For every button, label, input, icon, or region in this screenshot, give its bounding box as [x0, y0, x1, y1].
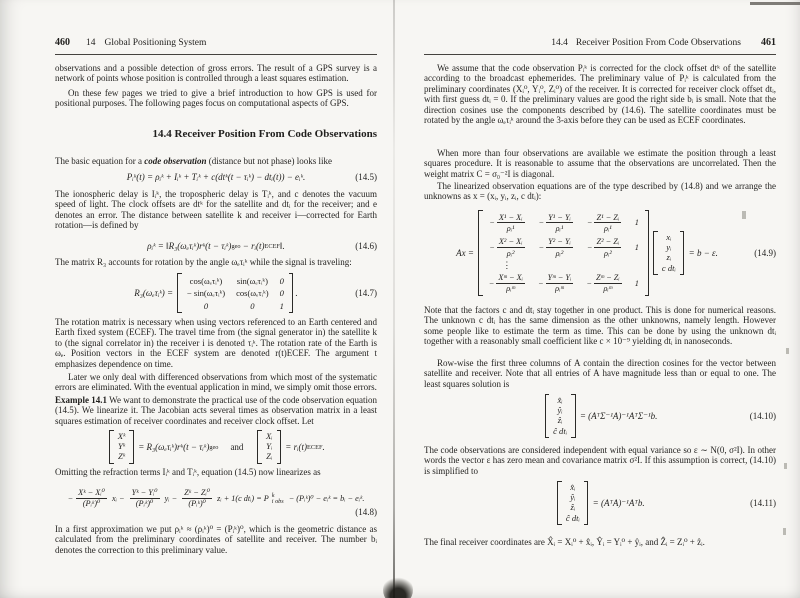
paragraph-factors: Note that the factors c and dtᵢ stay together in one product. This is done for numerical reasons. The unknown c dtᵢ has the same dimension as the other unknowns, namely length. However some people like to estimate the term as time. This can be done by using the unknown dtᵢ together with a reasonably small coefficient like c × 10⁻⁹ yielding dtᵢ in nanoseconds.: [424, 305, 776, 347]
matrix-entry: [489, 213, 524, 234]
eqlet-sub-ecef: ECEF: [307, 443, 323, 451]
section-title: Receiver Position From Code Observations: [575, 38, 741, 48]
eq-14-11-rhs: = (AᵀA)⁻¹Aᵀb.: [590, 497, 645, 508]
matrix-entry: 0: [279, 275, 284, 286]
p-obs-scripts: [272, 493, 284, 506]
equation-number-14-8: (14.8): [355, 507, 377, 517]
page-left-460: [55, 0, 377, 598]
example-label: Example 14.1: [55, 395, 108, 405]
matrix-entry: [489, 273, 525, 294]
minus-sign: −: [586, 218, 593, 228]
vector-entry: zᵢ: [666, 252, 672, 263]
minus-sign: −: [489, 243, 495, 252]
fraction-denominator: ρᵢ¹: [506, 223, 515, 233]
scan-mark-top-right: [750, 2, 800, 5]
fraction-denominator: ρᵢ²: [555, 248, 564, 258]
vector-entry: yᵢ: [666, 241, 672, 252]
fraction-denominator: ρᵢ²: [506, 248, 515, 258]
vector-entry: Xᵏ: [117, 430, 126, 441]
fraction-denominator: ρᵢᵐ: [506, 284, 516, 294]
solution-vector-simplified: [557, 481, 588, 526]
equation-14-5-body: Pᵢᵏ(t) = ρᵢᵏ + Iᵢᵏ + Tᵢᵏ + c(dtᵏ(t − τᵢᵏ) − dtᵢ(t)) − eᵢᵏ.: [126, 172, 306, 182]
eq-14-6-sub-geo: geo: [231, 242, 241, 250]
equation-number-14-10: (14.10): [749, 411, 776, 421]
receiver-vector: [257, 430, 281, 464]
satellite-vector-entries: [114, 430, 130, 464]
receiver-vector-entries: [262, 430, 277, 464]
fraction-denominator: ρᵢ¹: [555, 223, 564, 233]
equation-14-7: [55, 271, 377, 315]
paragraph-ecef: The rotation matrix is necessary when using vectors referenced to an Earth centered and Earth fixed system (ECEF). The travel time from (the signal generator in) the satellite k to (the signal correlator in) the receiver i is denoted τᵢᵏ. The rotation rate of the Earth is ωₑ. Position vectors in the ECEF system are denoted r(t)ECEF. The argument t emphasizes dependence on time.: [55, 317, 377, 369]
vector-entry: x̂ᵢ: [557, 394, 563, 405]
rotation-matrix-entries: [182, 273, 289, 313]
matrix-bracket-right: [277, 430, 282, 464]
chapter-number: 14: [86, 38, 96, 48]
paragraph-survey: observations and a possible detection of gross errors. The result of a GPS survey is a network of points whose position is controlled through a least squares estimation.: [55, 63, 377, 84]
eq-14-8-s3: zᵢ + 1(c dtᵢ) = P: [215, 493, 269, 503]
matrix-entry-one: 1: [634, 243, 639, 252]
code-observation-emphasis: code observation: [144, 156, 207, 166]
paragraph-weight-matrix: When more than four observations are available we estimate the position through a least squares procedure. It is reasonable to assume that the observations are uncorrelated. Then the weight matrix C = σ₀⁻²I is diagonal.: [424, 148, 776, 179]
vertical-dots: ⋮: [502, 259, 512, 270]
binding-seam: [393, 0, 395, 598]
right-page-number: 461: [761, 37, 776, 48]
matrix-entry: [538, 237, 572, 258]
minus-sign: −: [586, 278, 592, 288]
fraction-numerator: Z¹ − Zᵢ: [596, 212, 620, 222]
matrix-entry: 0: [250, 300, 255, 311]
fraction-numerator: Yᵐ − Yᵢ: [547, 272, 572, 282]
subscript-i-obs: i obs: [271, 498, 284, 505]
vector-entry: ẑᵢ: [557, 415, 563, 426]
vector-entry: xᵢ: [666, 231, 672, 242]
matrix-entry: [489, 237, 524, 258]
vector-entry: Yᵢ: [266, 441, 273, 452]
vector-entry: ẑᵢ: [570, 502, 576, 513]
paragraph-intro: On these few pages we tried to give a brief introduction to how GPS is used for positional purposes. The following pages focus on computational aspects of GPS.: [55, 88, 377, 109]
vector-entry: Yᵏ: [118, 441, 126, 452]
paragraph-variance: The code observations are considered independent with equal variance so ε ∼ N(0, σ²I). In other words the vector ε has zero mean and covariance matrix σ²I. If this assumption is correct, (14.10) is simplified to: [424, 445, 776, 476]
equation-14-8: [55, 479, 377, 517]
minus-sign: −: [538, 218, 545, 228]
fraction-numerator: X² − Xᵢ: [498, 237, 523, 247]
fraction-denominator: ρᵢ²: [603, 248, 612, 258]
solution-vector-entries: [562, 481, 584, 526]
unknowns-vector-entries: [658, 231, 680, 276]
left-page-number: 460: [55, 37, 70, 48]
vector-entry: Zᵏ: [118, 451, 126, 462]
matrix-entry: 0: [203, 300, 209, 311]
matrix-bracket-right: [645, 210, 650, 297]
paragraph-basic-pre: The basic equation for a: [55, 156, 145, 166]
eq-14-10-rhs: = (AᵀΣ⁻¹A)⁻¹AᵀΣ⁻¹b.: [577, 410, 658, 421]
paragraph-arrange-unknowns: The linearized observation equations are of the type described by (14.8) and we arrange the unknowns as x = (xᵢ, yᵢ, zᵢ, c dtᵢ):: [424, 181, 776, 202]
scan-tick: [742, 211, 746, 219]
paragraph-later: Later we only deal with differenced observations from which most of the systematic errors are eliminated. With the eventual application in mind, we simply omit those errors.: [55, 372, 377, 393]
eq-14-7-lhs: R₃(ωₑτᵢᵏ) =: [134, 288, 176, 298]
vector-entry: Zᵢ: [266, 451, 273, 462]
vector-entry: c dtᵢ: [661, 262, 676, 273]
eqlet-mid1: = R₃(ωₑτᵢᵏ)rᵏ(t − τᵢᵏ): [135, 442, 210, 452]
example-body: We want to demonstrate the practical use of the code observation equation (14.5). We linearize it. The Jacobian acts several times as observation matrix in a least squares estimation of receiver coordinates and receiver clock offset. Let: [55, 395, 377, 426]
matrix-bracket-right: [571, 394, 576, 439]
minus-sign: −: [538, 243, 545, 252]
fraction-y: [130, 488, 160, 509]
minus-sign: −: [489, 218, 495, 228]
paragraph-assume: We assume that the code observation Pᵢᵏ is corrected for the clock offset dtᵏ of the satellite according to the broadcast ephemerides. The preliminary value of Pᵢᵏ is calculated from the preliminary coordinates (Xᵢ⁰, Yᵢ⁰, Zᵢ⁰) of the receiver. It is corrected for receiver clock offset dtᵢ, with first guess dtᵢ = 0. If the preliminary values are good the right side bᵢ is small. Note that the direction cosines use the components described by (14.6). The satellite coordinates must be rotated by the angle ωₑτᵢᵏ around the 3-axis before they can be used as ECEF coordinates.: [424, 63, 776, 126]
eq-14-8-s2: yᵢ −: [162, 493, 180, 503]
equation-14-6: [55, 239, 377, 253]
vector-entry: ĉ dtᵢ: [553, 425, 568, 436]
minus-sign: −: [538, 278, 544, 288]
fraction-numerator: Xᵐ − Xᵢ: [498, 272, 523, 282]
fraction-denominator: ρᵢ¹: [603, 223, 612, 233]
paragraph-delays: The ionospheric delay is Iᵢᵏ, the tropospheric delay is Tᵢᵏ, and c denotes the vacuum speed of light. The clock offsets are dtᵏ for the satellite and dtᵢ for the receiver; and e denotes an error. The distance between satellite k and receiver i—corrected for Earth rotation—is defined by: [55, 189, 377, 231]
matrix-entry-one: 1: [634, 278, 639, 288]
fraction-numerator: Y² − Yᵢ: [548, 237, 571, 247]
paragraph-example: [55, 395, 377, 426]
eq-14-9-rhs: = b − ε.: [686, 248, 718, 258]
fraction-numerator: Y¹ − Yᵢ: [548, 212, 571, 222]
scan-tick: [786, 348, 789, 354]
scan-tick: [783, 528, 786, 535]
fraction-denominator: ρᵢᵐ: [555, 284, 564, 294]
matrix-entry-one: 1: [634, 218, 639, 228]
fraction-numerator: Yᵏ − Yᵢ⁰: [131, 487, 158, 497]
vector-entry: x̂ᵢ: [570, 481, 576, 492]
fraction-denominator: (Pᵢᵏ)⁰: [82, 499, 101, 508]
matrix-entry: cos(ωₑτᵢᵏ): [236, 288, 269, 298]
design-matrix-entries: [483, 210, 645, 297]
matrix-entry: sin(ωₑτᵢᵏ): [236, 275, 268, 286]
equation-number-14-7: (14.7): [355, 288, 377, 298]
unknowns-vector: [653, 231, 684, 276]
matrix-entry: [586, 273, 621, 294]
left-running-header: [55, 37, 377, 55]
matrix-entry: cos(ωₑτᵢᵏ): [189, 275, 223, 286]
eq-14-6-sub-ecef: ECEF: [264, 242, 280, 250]
minus-sign: −: [488, 278, 495, 288]
paragraph-rotation-angle: The matrix R₃ accounts for rotation by the angle ωₑτᵢᵏ while the signal is traveling:: [55, 257, 352, 267]
equation-number-14-6: (14.6): [355, 241, 377, 251]
equation-number-14-5: (14.5): [355, 172, 377, 182]
eq-14-8-row: [68, 488, 365, 509]
fraction-numerator: Zᵐ − Zᵢ: [595, 272, 620, 282]
chapter-title: Global Positioning System: [104, 38, 207, 48]
equation-14-11: [424, 479, 776, 527]
eq-14-8-s1: xᵢ −: [110, 493, 127, 503]
eqlet-and: and: [230, 442, 244, 452]
page-right-461: [424, 0, 776, 598]
paragraph-omitting: Omitting the refraction terms Iᵢᵏ and Tᵢᵏ, equation (14.5) now linearizes as: [55, 467, 321, 477]
matrix-entry: [587, 237, 621, 258]
equation-14-5: [55, 168, 377, 186]
eqlet-post: .: [322, 442, 325, 452]
right-running-header: [424, 37, 776, 55]
matrix-bracket-right: [129, 430, 134, 464]
matrix-entry: [538, 213, 572, 234]
vector-entry: ĉ dtᵢ: [565, 512, 580, 523]
matrix-entry: [587, 213, 621, 234]
eq-14-8-s4: − (Pᵢᵏ)⁰ − eᵢᵏ = bᵢ − eᵢᵏ.: [286, 494, 365, 503]
matrix-entry: − sin(ωₑτᵢᵏ): [186, 288, 226, 298]
scan-tick: [784, 463, 787, 469]
fraction-numerator: X¹ − Xᵢ: [498, 212, 523, 222]
solution-vector: [545, 394, 576, 439]
section-number: 14.4: [551, 38, 568, 48]
solution-vector-entries: [549, 394, 571, 439]
eq-14-6-post: ‖.: [279, 241, 285, 251]
fraction-x: [76, 488, 107, 509]
satellite-vector: [109, 430, 134, 464]
binding-shadow-blob: [383, 575, 413, 598]
eqlet-mid2: = rᵢ(t): [283, 442, 308, 452]
matrix-bracket-right: [289, 273, 294, 313]
eq-14-7-post: .: [295, 288, 298, 298]
vector-entry: ŷᵢ: [557, 404, 563, 415]
vector-entry: Xᵢ: [265, 430, 273, 441]
equation-number-14-11: (14.11): [750, 498, 776, 508]
design-matrix: [478, 210, 649, 297]
paragraph-final-coordinates: The final receiver coordinates are X̂ᵢ = Xᵢ⁰ + x̂ᵢ, Ŷᵢ = Yᵢ⁰ + ŷᵢ, and Ẑᵢ = Zᵢ⁰ + ẑᵢ.: [424, 537, 705, 547]
eq-14-9-lhs: Ax =: [456, 248, 477, 258]
eqlet-sub-geo: geo: [209, 443, 219, 451]
paragraph-approximation: In a first approximation we put ρᵢᵏ ≈ (ρᵢᵏ)⁰ = (Pᵢᵏ)⁰, which is the geometric distance as calculated from the preliminary coordinates of satellite and receiver. The number bᵢ denotes the correction to this preliminary value.: [55, 524, 377, 555]
equation-14-9: [424, 203, 776, 303]
paragraph-basic-equation: [55, 156, 377, 166]
section-heading: 14.4 Receiver Position From Code Observations: [152, 128, 377, 140]
eq-14-6-mid: − rᵢ(t): [240, 241, 265, 251]
fraction-denominator: (Pᵢᵏ)⁰: [188, 499, 206, 508]
matrix-bracket-right: [680, 231, 685, 276]
fraction-numerator: Z² − Zᵢ: [596, 237, 620, 247]
equation-14-10: [424, 392, 776, 440]
eq-14-6-pre: ρᵢᵏ = ‖R₃(ωₑτᵢᵏ)rᵏ(t − τᵢᵏ): [147, 241, 232, 251]
fraction-numerator: Xᵏ − Xᵢ⁰: [78, 487, 105, 497]
matrix-entry: 1: [279, 300, 284, 311]
superscript-k: k: [271, 491, 275, 499]
equation-number-14-9: (14.9): [754, 248, 776, 258]
minus-sign: −: [586, 243, 593, 252]
matrix-entry: 0: [279, 288, 284, 298]
minus-sign: −: [67, 493, 74, 503]
vector-entry: ŷᵢ: [570, 491, 576, 502]
matrix-entry: [538, 273, 573, 294]
rotation-matrix: [177, 273, 293, 313]
fraction-numerator: Zᵏ − Zᵢ⁰: [184, 487, 211, 497]
matrix-bracket-right: [584, 481, 589, 526]
fraction-denominator: (Pᵢᵏ)⁰: [135, 499, 154, 508]
equation-let-vectors: [55, 430, 377, 464]
paragraph-basic-post: (distance but not phase) looks like: [206, 156, 332, 166]
paragraph-rowwise: Row-wise the first three columns of A contain the direction cosines for the vector between satellite and receiver. Note that all entries of A have magnitude less than or equal to one. The least squares solution is: [424, 358, 776, 389]
fraction-denominator: ρᵢᵐ: [603, 284, 613, 294]
fraction-z: [182, 488, 212, 509]
